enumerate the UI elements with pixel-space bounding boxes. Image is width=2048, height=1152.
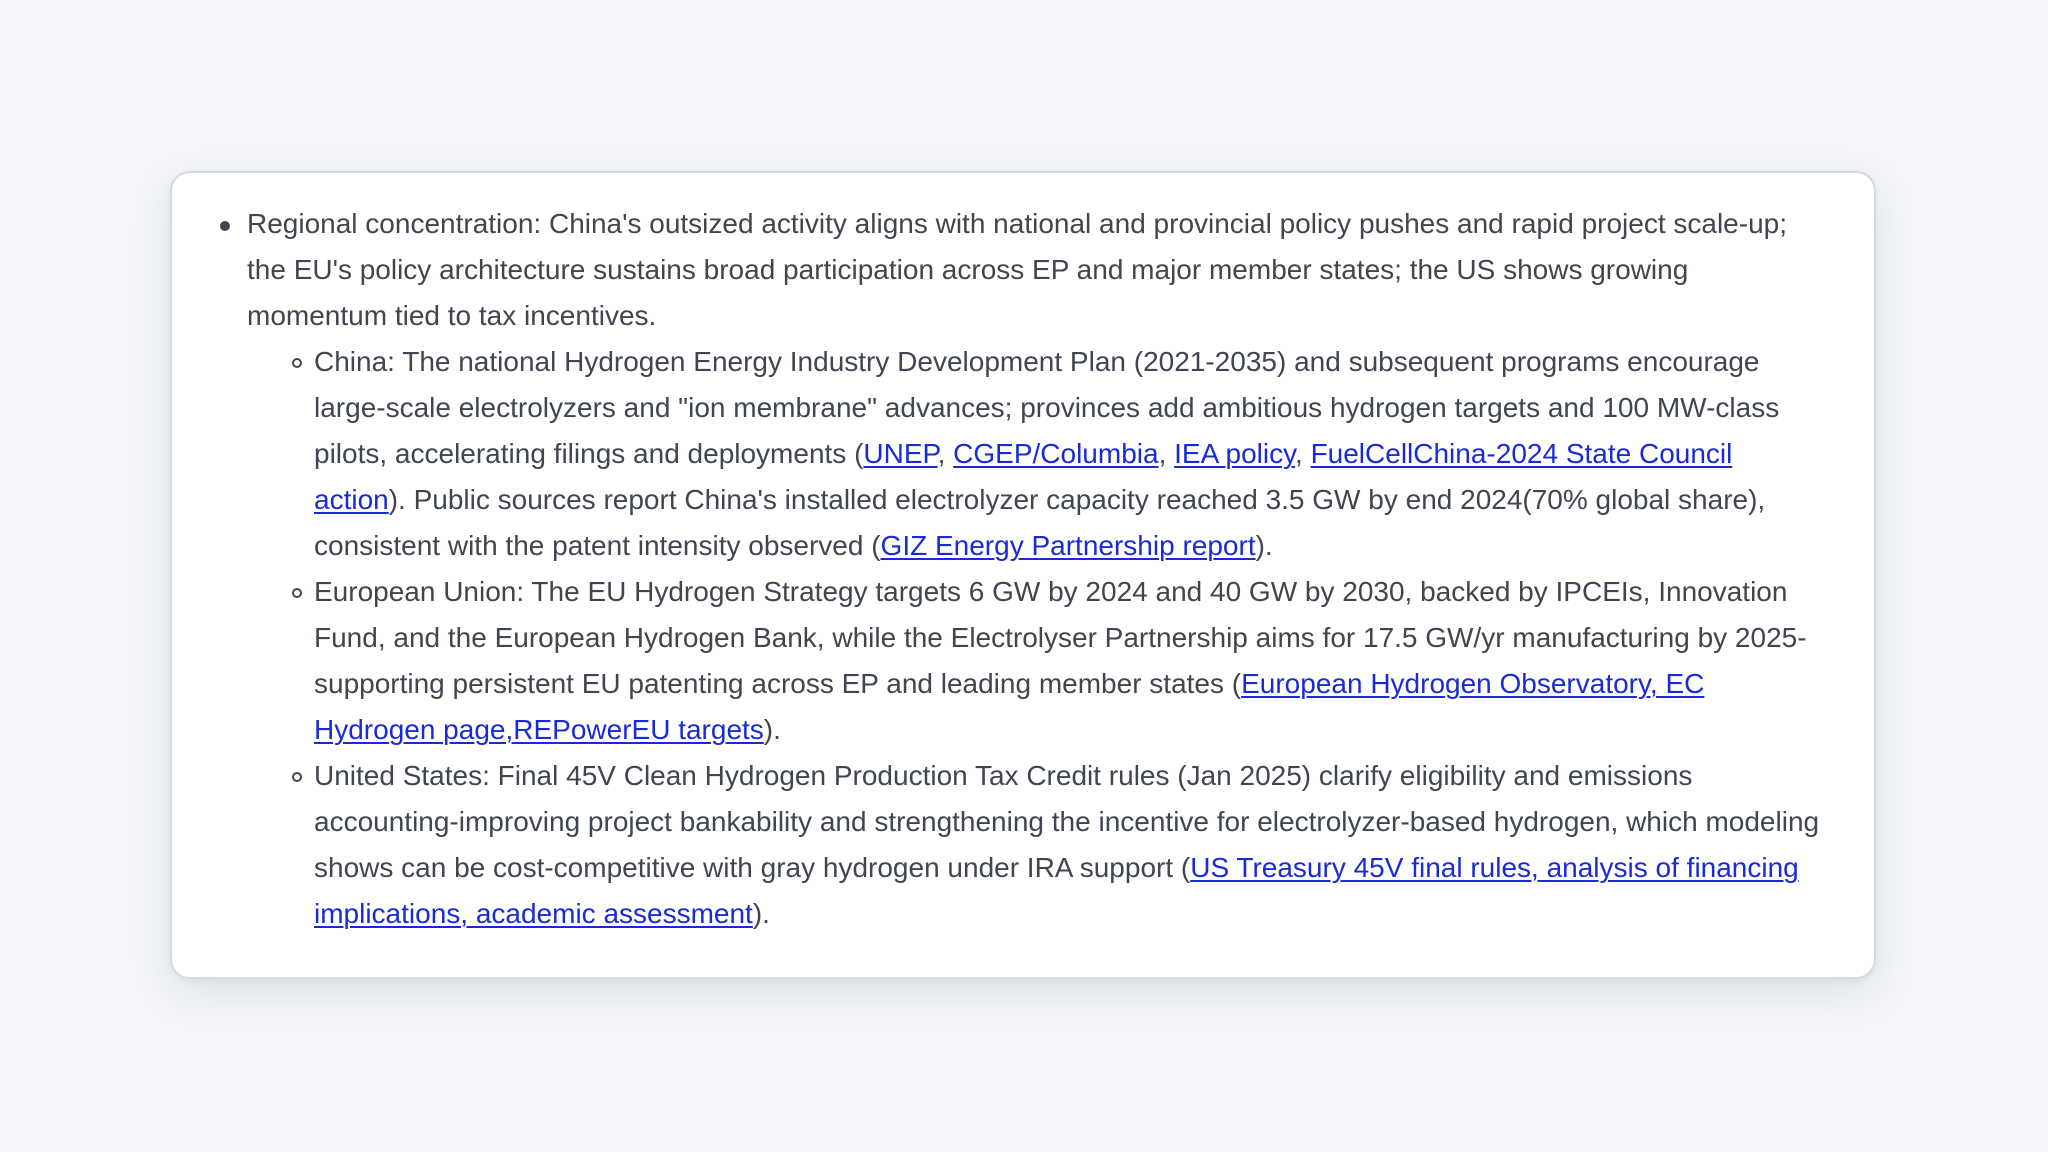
china-text-b: ). Public sources report China's installed electrolyzer capacity reached 3.5 GW by end 2024(70% global share), consistent with the patent intensity observed ( bbox=[314, 484, 1766, 561]
us-text-b: ). bbox=[752, 898, 770, 929]
content-card bbox=[170, 171, 1876, 979]
link-european-hydrogen-observatory[interactable]: European Hydrogen Observatory, EC Hydrogen page,REPowerEU targets bbox=[314, 668, 1705, 745]
regional-concentration-text: Regional concentration: China's outsized activity aligns with national and provincial policy pushes and rapid project scale-up; the EU's policy architecture sustains broad participation across EP and major member states; the US shows growing momentum tied to tax incentives. bbox=[247, 208, 1787, 331]
china-paragraph bbox=[314, 339, 1822, 569]
link-cgep-columbia[interactable]: CGEP/Columbia bbox=[953, 438, 1159, 469]
eu-text-b: ). bbox=[763, 714, 781, 745]
sub-item-china bbox=[314, 339, 1822, 569]
eu-paragraph bbox=[314, 569, 1822, 753]
link-unep[interactable]: UNEP bbox=[863, 438, 938, 469]
us-text-a: United States: Final 45V Clean Hydrogen Production Tax Credit rules (Jan 2025) clarify eligibility and emissions accounting-improving project bankability and strengthening the incentive for electrolyzer-based hydrogen, which modeling shows can be cost-competitive with gray hydrogen under IRA support ( bbox=[314, 760, 1820, 883]
link-fuelcellchina[interactable]: FuelCellChina-2024 State Council action bbox=[314, 438, 1733, 515]
bullet-circle-icon bbox=[292, 588, 302, 598]
link-iea-policy[interactable]: IEA policy bbox=[1174, 438, 1295, 469]
bullet-disc-icon bbox=[220, 221, 230, 231]
link-us-treasury-45v[interactable]: US Treasury 45V final rules, analysis of financing implications, academic assessment bbox=[314, 852, 1799, 929]
sub-list bbox=[247, 339, 1822, 937]
sub-item-eu bbox=[314, 569, 1822, 753]
bullet-circle-icon bbox=[292, 772, 302, 782]
china-text-c: ). bbox=[1255, 530, 1273, 561]
us-paragraph bbox=[314, 753, 1822, 937]
bullet-list bbox=[220, 201, 1822, 937]
eu-text-a: European Union: The EU Hydrogen Strategy targets 6 GW by 2024 and 40 GW by 2030, backed by IPCEIs, Innovation Fund, and the European Hydrogen Bank, while the Electrolyser Partnership aims for 17.5 GW/yr manufacturing by 2025-supporting persistent EU patenting across EP and leading member states ( bbox=[314, 576, 1807, 699]
list-item-regional-concentration bbox=[220, 201, 1822, 937]
separator: , bbox=[937, 438, 954, 469]
bullet-circle-icon bbox=[292, 358, 302, 368]
china-text-a: China: The national Hydrogen Energy Industry Development Plan (2021-2035) and subsequent programs encourage large-scale electrolyzers and "ion membrane" advances; provinces add ambitious hydrogen targets and 100 MW-class pilots, accelerating filings and deployments ( bbox=[314, 346, 1780, 469]
link-giz-report[interactable]: GIZ Energy Partnership report bbox=[880, 530, 1256, 561]
separator: , bbox=[1295, 438, 1311, 469]
sub-item-us bbox=[314, 753, 1822, 937]
separator: , bbox=[1158, 438, 1175, 469]
